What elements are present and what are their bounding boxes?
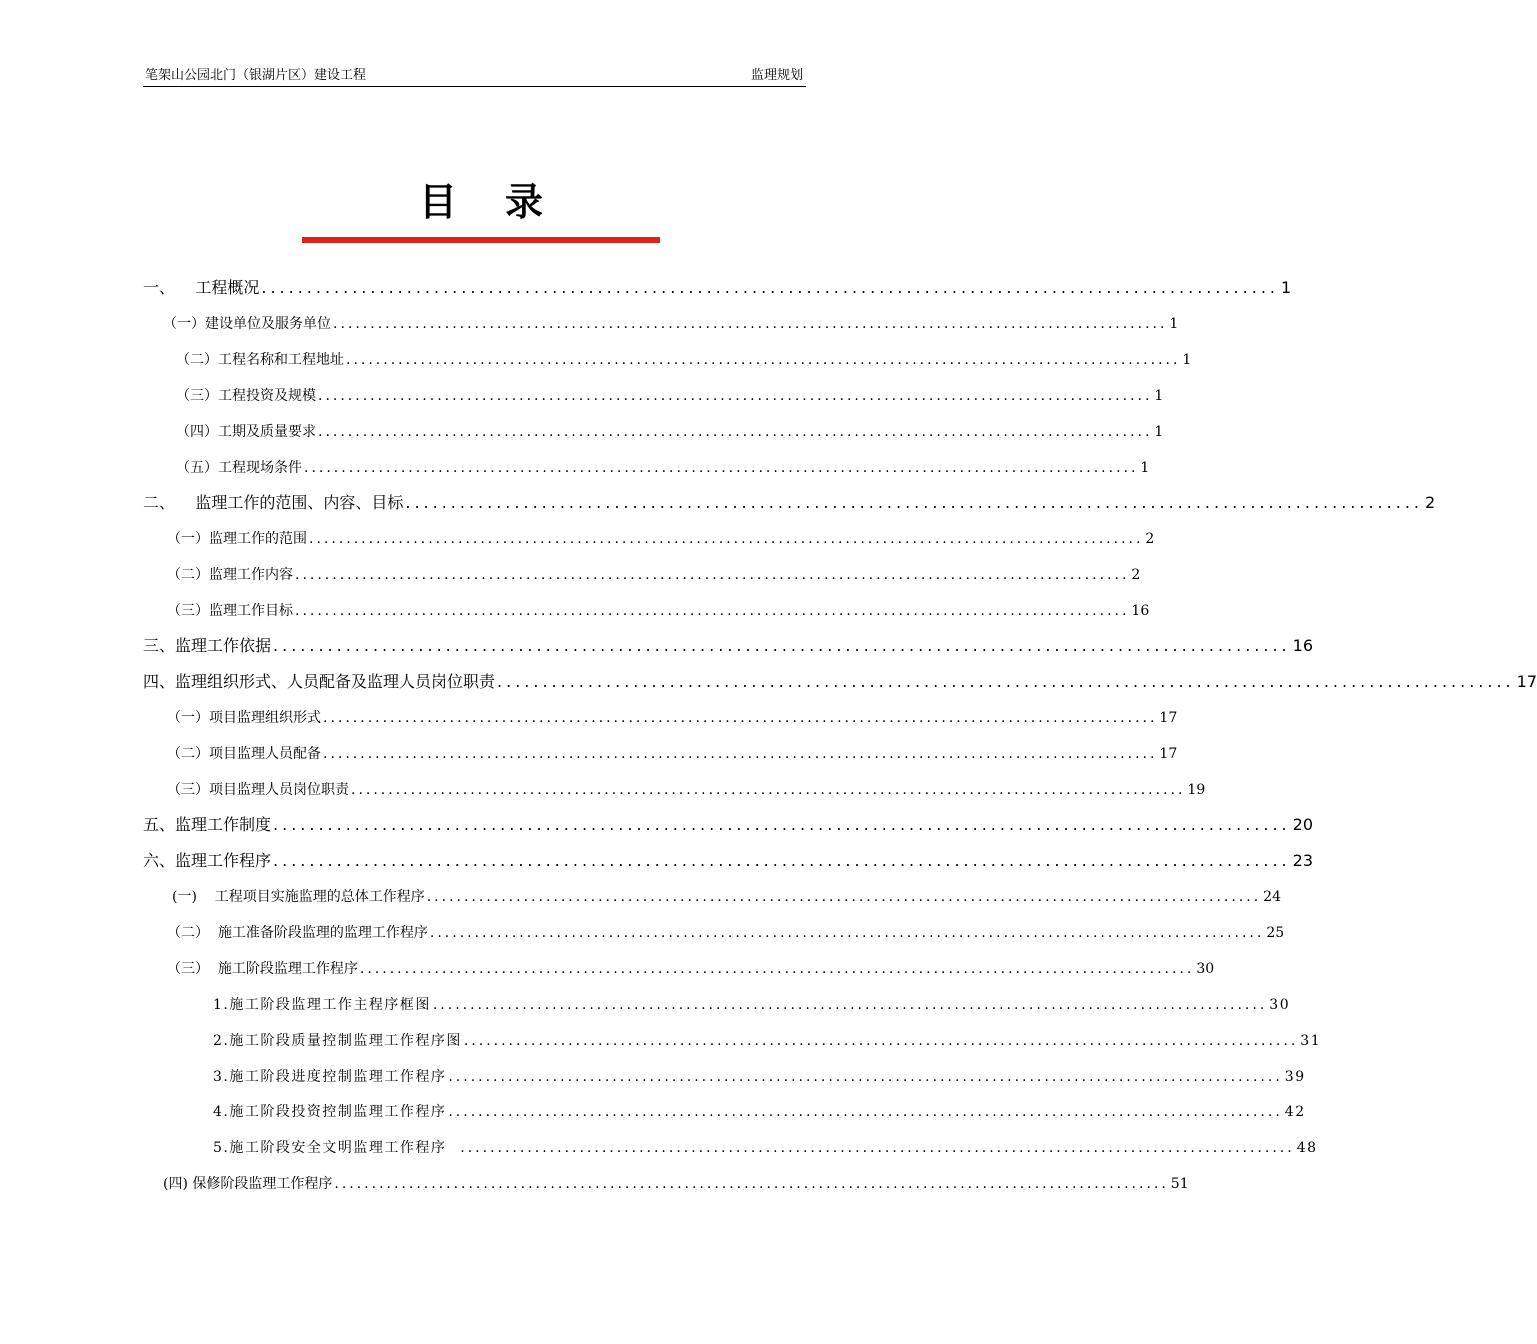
toc-entry-page: 1 (1154, 388, 1164, 404)
toc-entry[interactable] (167, 701, 1178, 735)
toc-leader: ................................................................................................................ (261, 278, 1279, 297)
toc-entry-page: 17 (1159, 746, 1178, 762)
toc-entry-label: （一）监理工作的范围 (167, 531, 307, 547)
toc-entry-label: 五、监理工作制度 (143, 815, 272, 834)
title-char-2: 录 (505, 180, 544, 224)
toc-entry-page: 16 (1131, 603, 1150, 619)
toc-leader: ................................................................................................................ (429, 925, 1265, 941)
toc-entry[interactable] (167, 737, 1178, 771)
toc-entry[interactable] (167, 916, 1285, 950)
toc-leader: ................................................................................................................ (318, 388, 1153, 404)
toc-entry-label: （五）工程现场条件 (176, 460, 302, 476)
toc-entry[interactable] (143, 486, 1436, 520)
toc-entry-page: 2 (1131, 567, 1141, 583)
toc-leader: ................................................................................................................ (273, 851, 1291, 870)
toc-entry-label: （四）工期及质量要求 (176, 424, 316, 440)
toc-entry-label: （二）工程名称和工程地址 (176, 352, 344, 368)
toc-leader: ................................................................................................................ (351, 782, 1186, 798)
toc-entry[interactable] (167, 773, 1206, 807)
page-title (302, 178, 660, 226)
toc-entry-page: 48 (1296, 1140, 1318, 1156)
toc-entry[interactable] (213, 1060, 1306, 1094)
toc-entry-page: 24 (1263, 889, 1281, 905)
toc-entry-label: 2.施工阶段质量控制监理工作程序图 (213, 1033, 462, 1049)
toc-entry-label: （二）项目监理人员配备 (167, 746, 321, 762)
toc-leader: ................................................................................................................ (304, 460, 1139, 476)
header-doc-type: 监理规划 (750, 68, 803, 83)
toc-entry-page: 30 (1196, 961, 1215, 977)
toc-entry-page: 2 (1145, 531, 1155, 547)
toc-entry[interactable] (143, 808, 1313, 842)
toc-leader: ................................................................................................................ (497, 672, 1515, 691)
title-underline (302, 237, 660, 243)
toc-entry[interactable] (143, 665, 1537, 699)
toc-entry-page: 30 (1269, 997, 1291, 1013)
toc-entry[interactable] (163, 1167, 1189, 1201)
toc-leader: ................................................................................................................ (448, 1069, 1283, 1085)
toc-entry-page: 1 (1154, 424, 1164, 440)
page-header (143, 66, 806, 87)
toc-leader: ................................................................................................................ (460, 1140, 1295, 1156)
toc-entry-page: 17 (1516, 672, 1537, 691)
toc-entry[interactable] (176, 343, 1192, 377)
toc-entry[interactable] (163, 307, 1179, 341)
toc-entry[interactable] (167, 522, 1155, 556)
toc-entry-label: （一）建设单位及服务单位 (163, 316, 331, 332)
toc-entry-label: （三）监理工作目标 (167, 603, 293, 619)
toc-entry-label: 二、 监理工作的范围、内容、目标 (143, 493, 404, 512)
toc-entry-page: 51 (1170, 1176, 1189, 1192)
toc-entry[interactable] (167, 558, 1141, 592)
toc-entry-page: 31 (1300, 1033, 1322, 1049)
toc-entry-label: （三）项目监理人员岗位职责 (167, 782, 349, 798)
toc-entry-label: 三、监理工作依据 (143, 636, 272, 655)
toc-leader: ................................................................................................................ (318, 424, 1153, 440)
toc-entry[interactable] (167, 952, 1215, 986)
toc-entry-label: 六、监理工作程序 (143, 851, 272, 870)
toc-leader: ................................................................................................................ (273, 815, 1291, 834)
toc-entry[interactable] (167, 594, 1150, 628)
toc-leader: ................................................................................................................ (295, 567, 1130, 583)
toc-entry[interactable] (213, 988, 1291, 1022)
toc-entry-label: 3.施工阶段进度控制监理工作程序 (213, 1069, 447, 1085)
toc-leader: ................................................................................................................ (346, 352, 1181, 368)
toc-entry-page: 19 (1187, 782, 1206, 798)
toc-entry-page: 20 (1292, 815, 1313, 834)
toc-entry[interactable] (143, 271, 1292, 305)
toc-leader: ................................................................................................................ (432, 997, 1268, 1013)
toc-entry[interactable] (143, 844, 1313, 878)
toc-entry-label: （二） 施工准备阶段监理的监理工作程序 (167, 925, 428, 941)
toc-leader: ................................................................................................................ (405, 493, 1423, 512)
toc-entry[interactable] (176, 451, 1150, 485)
toc-leader: ................................................................................................................ (295, 603, 1130, 619)
toc-leader: ................................................................................................................ (309, 531, 1144, 547)
toc-entry-label: 5.施工阶段安全文明监理工作程序 (213, 1140, 459, 1156)
toc-entry[interactable] (213, 1131, 1318, 1165)
toc-entry-page: 16 (1292, 636, 1313, 655)
toc-entry[interactable] (213, 1024, 1322, 1058)
toc-entry[interactable] (176, 415, 1164, 449)
toc-entry-label: （三） 施工阶段监理工作程序 (167, 961, 358, 977)
toc-leader: ................................................................................................................ (323, 746, 1158, 762)
toc-entry-page: 39 (1284, 1069, 1306, 1085)
toc-entry-label: (一) 工程项目实施监理的总体工作程序 (172, 889, 425, 905)
toc-entry-label: (四) 保修阶段监理工作程序 (163, 1176, 333, 1192)
title-char-1: 目 (418, 180, 457, 224)
toc-entry-label: （三）工程投资及规模 (176, 388, 316, 404)
toc-entry-page: 1 (1140, 460, 1150, 476)
toc-entry-label: 1.施工阶段监理工作主程序框图 (213, 997, 431, 1013)
toc-leader: ................................................................................................................ (426, 889, 1262, 905)
header-project-name: 笔架山公园北门（银湖片区）建设工程 (145, 68, 367, 83)
toc-entry-label: （二）监理工作内容 (167, 567, 293, 583)
toc-entry-label: 4.施工阶段投资控制监理工作程序 (213, 1104, 447, 1120)
toc-leader: ................................................................................................................ (334, 1176, 1169, 1192)
toc-entry-label: 四、监理组织形式、人员配备及监理人员岗位职责 (143, 672, 496, 691)
toc-entry[interactable] (213, 1095, 1306, 1129)
toc-entry-label: （一）项目监理组织形式 (167, 710, 321, 726)
toc-entry-page: 1 (1169, 316, 1179, 332)
toc-entry[interactable] (176, 379, 1164, 413)
toc-leader: ................................................................................................................ (333, 316, 1168, 332)
toc-leader: ................................................................................................................ (359, 961, 1195, 977)
toc-entry-page: 2 (1424, 493, 1436, 512)
toc-entry-label: 一、 工程概况 (143, 278, 260, 297)
toc-entry[interactable] (143, 629, 1313, 663)
toc-leader: ................................................................................................................ (323, 710, 1158, 726)
toc-entry-page: 1 (1280, 278, 1292, 297)
toc-leader: ................................................................................................................ (448, 1104, 1283, 1120)
toc-entry-page: 23 (1292, 851, 1313, 870)
toc-entry[interactable] (172, 880, 1281, 914)
toc-entry-page: 1 (1182, 352, 1192, 368)
toc-leader: ................................................................................................................ (273, 636, 1291, 655)
toc-entry-page: 17 (1159, 710, 1178, 726)
toc-entry-page: 25 (1266, 925, 1285, 941)
toc-entry-page: 42 (1284, 1104, 1306, 1120)
toc-leader: ................................................................................................................ (463, 1033, 1299, 1049)
